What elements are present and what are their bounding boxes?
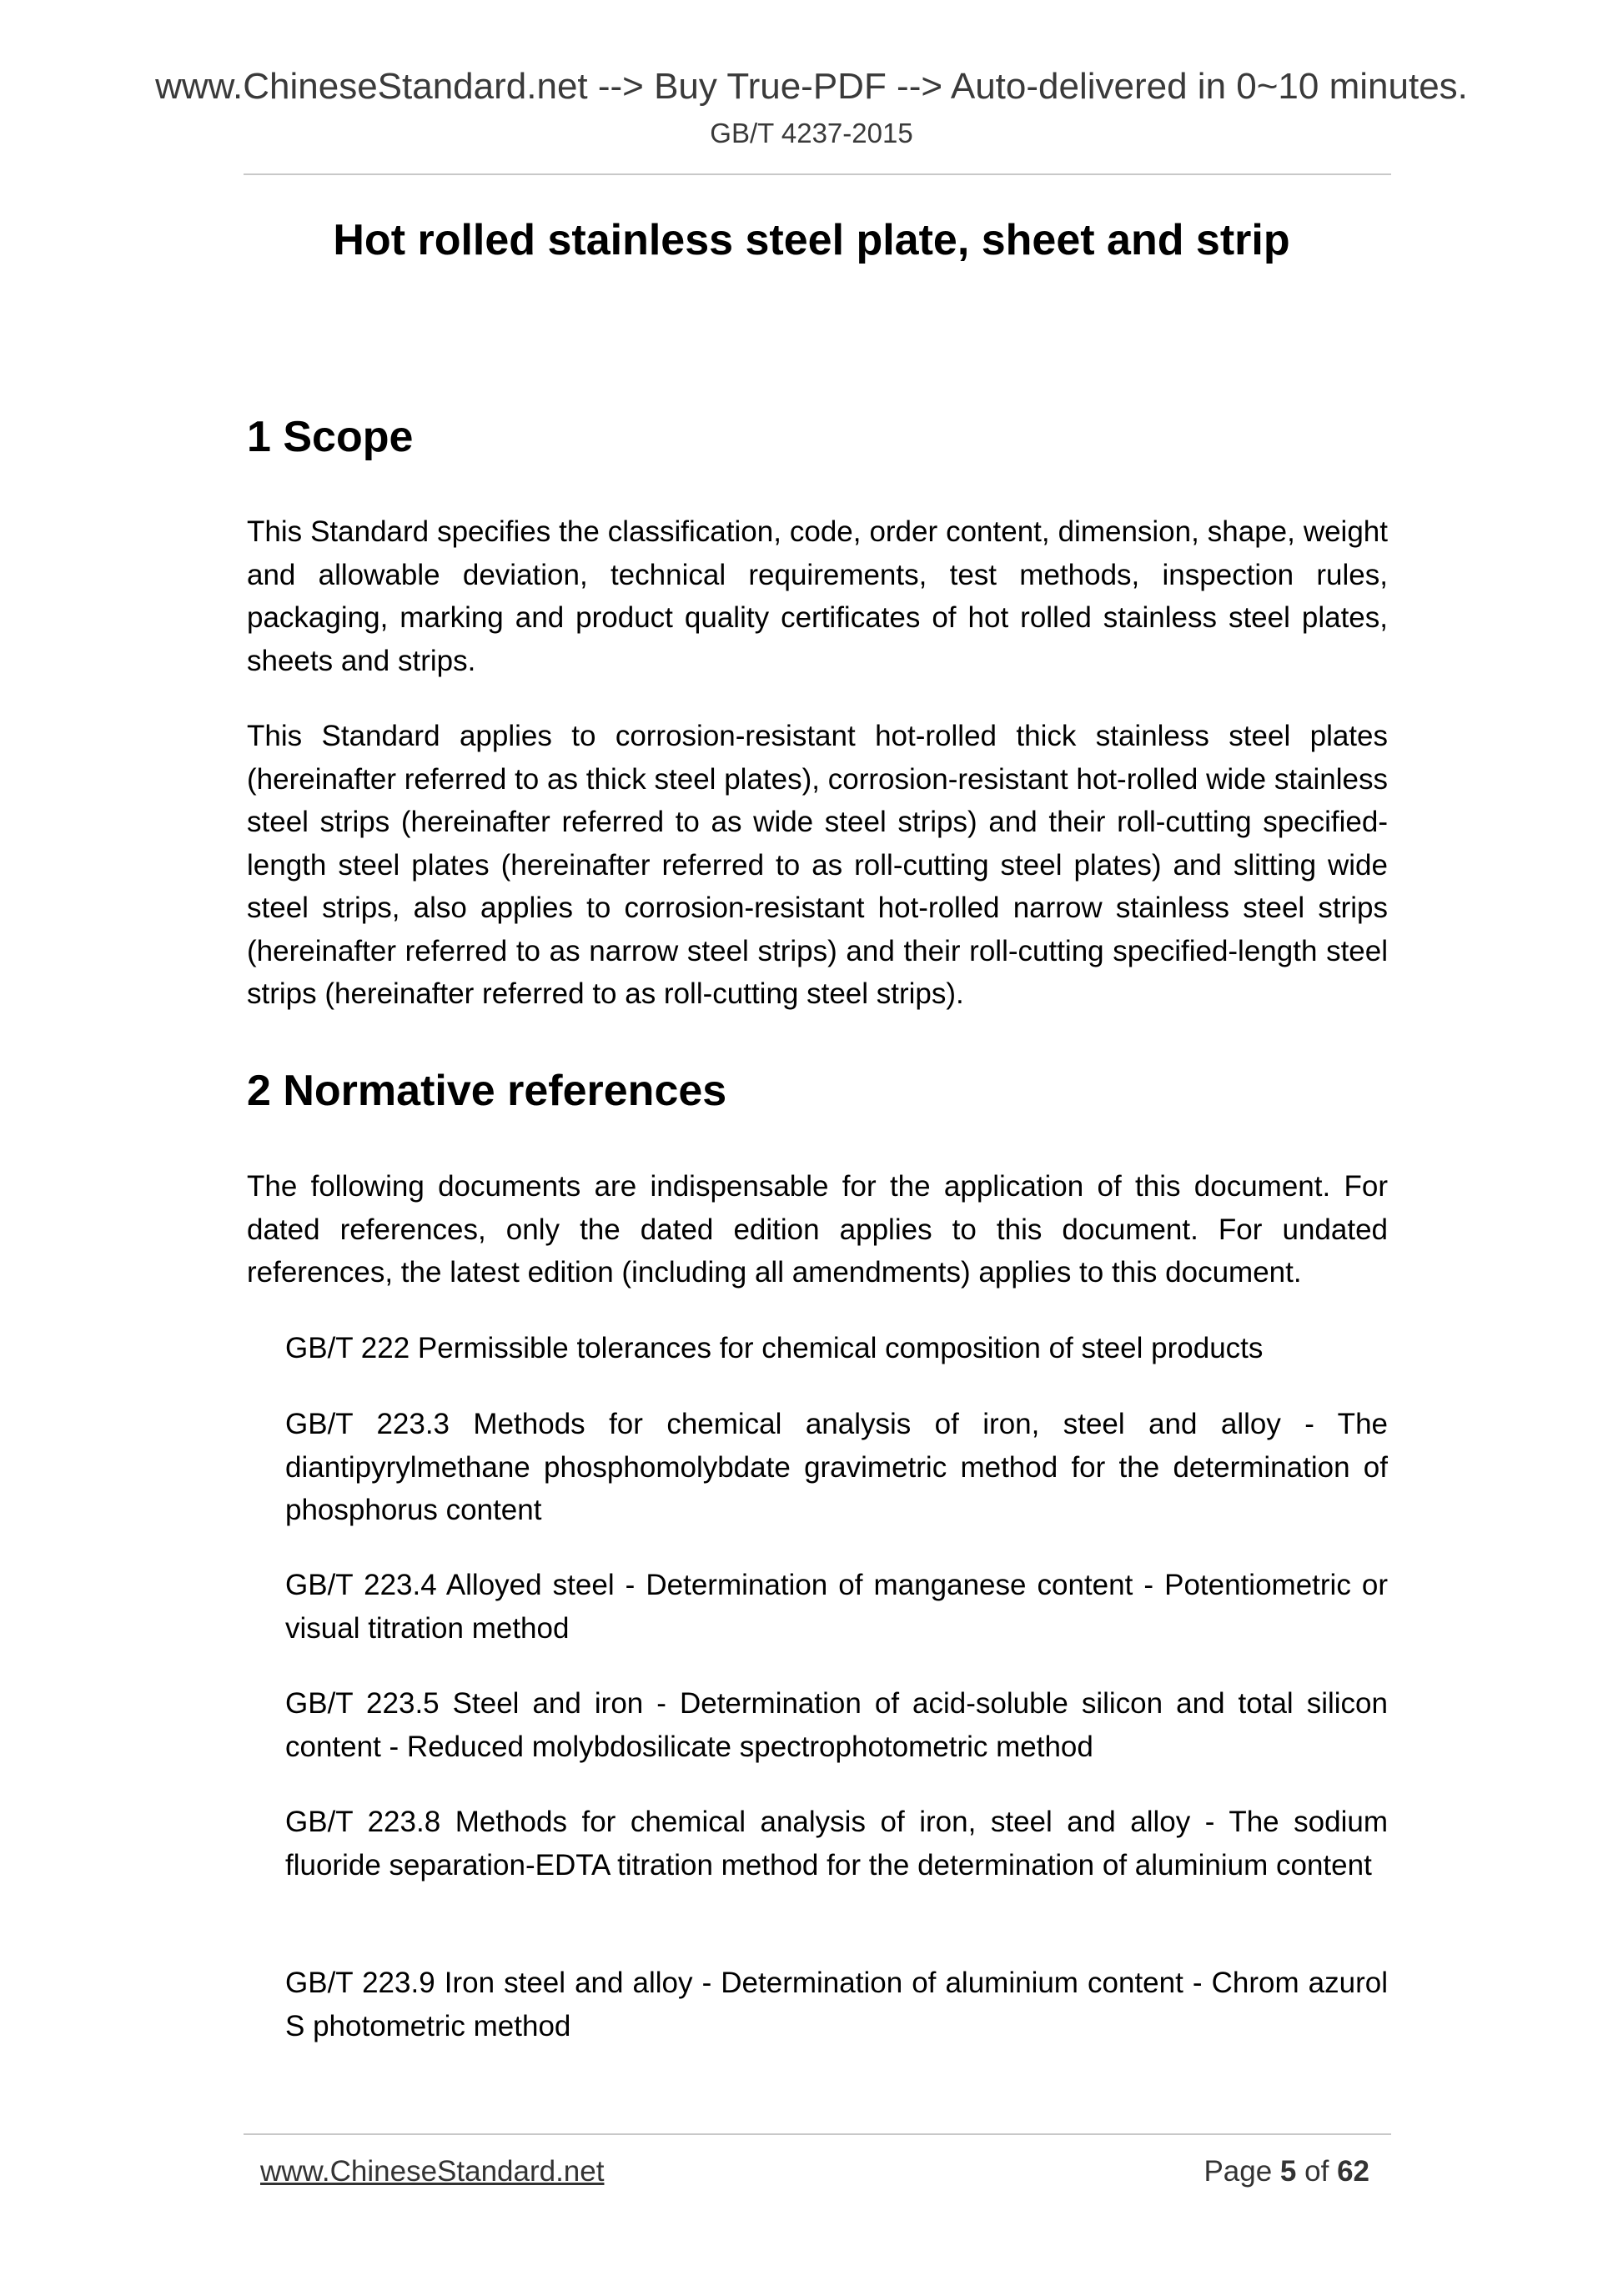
- reference-text: GB/T 223.9 Iron steel and alloy - Determination of aluminium content - Chrom azurol S photometric method: [285, 1967, 1388, 2042]
- normative-intro: [247, 1165, 1388, 1294]
- reference-text: GB/T 223.4 Alloyed steel - Determination of manganese content - Potentiometric or visual titration method: [285, 1569, 1388, 1645]
- page-indicator: [1201, 2153, 1369, 2190]
- scope-paragraph-1: [247, 510, 1388, 682]
- reference-item: [285, 1403, 1388, 1532]
- paragraph: This Standard applies to corrosion-resistant hot-rolled thick stainless steel plates (hereinafter referred to as thick steel plates), corrosion-resistant hot-rolled wide stainless steel strips (hereinafter referred to as wide steel strips) and their roll-cutting specified-length steel plates (hereinafter referred to as roll-cutting steel plates) and slitting wide steel strips, also applies to corrosion-resistant hot-rolled narrow stainless steel strips (hereinafter referred to as narrow steel strips) and their roll-cutting specified-length steel strips (hereinafter referred to as roll-cutting steel strips).: [247, 720, 1388, 1010]
- header-divider: [244, 173, 1391, 175]
- standard-code: GB/T 4237-2015: [710, 118, 913, 148]
- paragraph: This Standard specifies the classification, code, order content, dimension, shape, weight and allowable deviation, technical requirements, test methods, inspection rules, packaging, marking and product quality certificates of hot rolled stainless steel plates, sheets and strips.: [247, 515, 1388, 677]
- scope-heading: [247, 410, 1388, 464]
- page-total: 62: [1337, 2155, 1369, 2188]
- page-current: 5: [1279, 2155, 1297, 2188]
- section-heading: 2 Normative references: [247, 1067, 727, 1115]
- footer-website-link[interactable]: www.ChineseStandard.net: [260, 2155, 605, 2188]
- normative-heading: [247, 1064, 1388, 1118]
- reference-text: GB/T 223.8 Methods for chemical analysis of iron, steel and alloy - The sodium fluoride separation-EDTA titration method for the determination of aluminium content: [285, 1806, 1388, 1882]
- reference-text: GB/T 223.3 Methods for chemical analysis of iron, steel and alloy - The diantipyrylmethane phosphomolybdate gravimetric method for the determination of phosphorus content: [285, 1408, 1388, 1526]
- reference-item: [285, 1962, 1388, 2047]
- paragraph: The following documents are indispensable for the application of this document. For dated references, only the dated edition applies to this document. For undated references, the latest edition (including all amendments) applies to this document.: [247, 1170, 1388, 1289]
- reference-item: [285, 1682, 1388, 1768]
- footer-divider: [244, 2133, 1391, 2135]
- page-separator: of: [1304, 2155, 1329, 2188]
- reference-text: GB/T 222 Permissible tolerances for chemical composition of steel products: [285, 1332, 1264, 1364]
- header-banner: www.ChineseStandard.net --> Buy True-PDF --> Auto-delivered in 0~10 minutes.: [155, 66, 1468, 107]
- scope-paragraph-2: [247, 715, 1388, 1016]
- page-prefix: Page: [1203, 2155, 1273, 2188]
- reference-item: [285, 1801, 1388, 1887]
- reference-item: [285, 1564, 1388, 1650]
- document-title: Hot rolled stainless steel plate, sheet and strip: [333, 216, 1290, 264]
- section-heading: 1 Scope: [247, 413, 414, 461]
- reference-item: [285, 1327, 1388, 1370]
- reference-text: GB/T 223.5 Steel and iron - Determination of acid-soluble silicon and total silicon content - Reduced molybdosilicate spectrophotometric method: [285, 1687, 1388, 1763]
